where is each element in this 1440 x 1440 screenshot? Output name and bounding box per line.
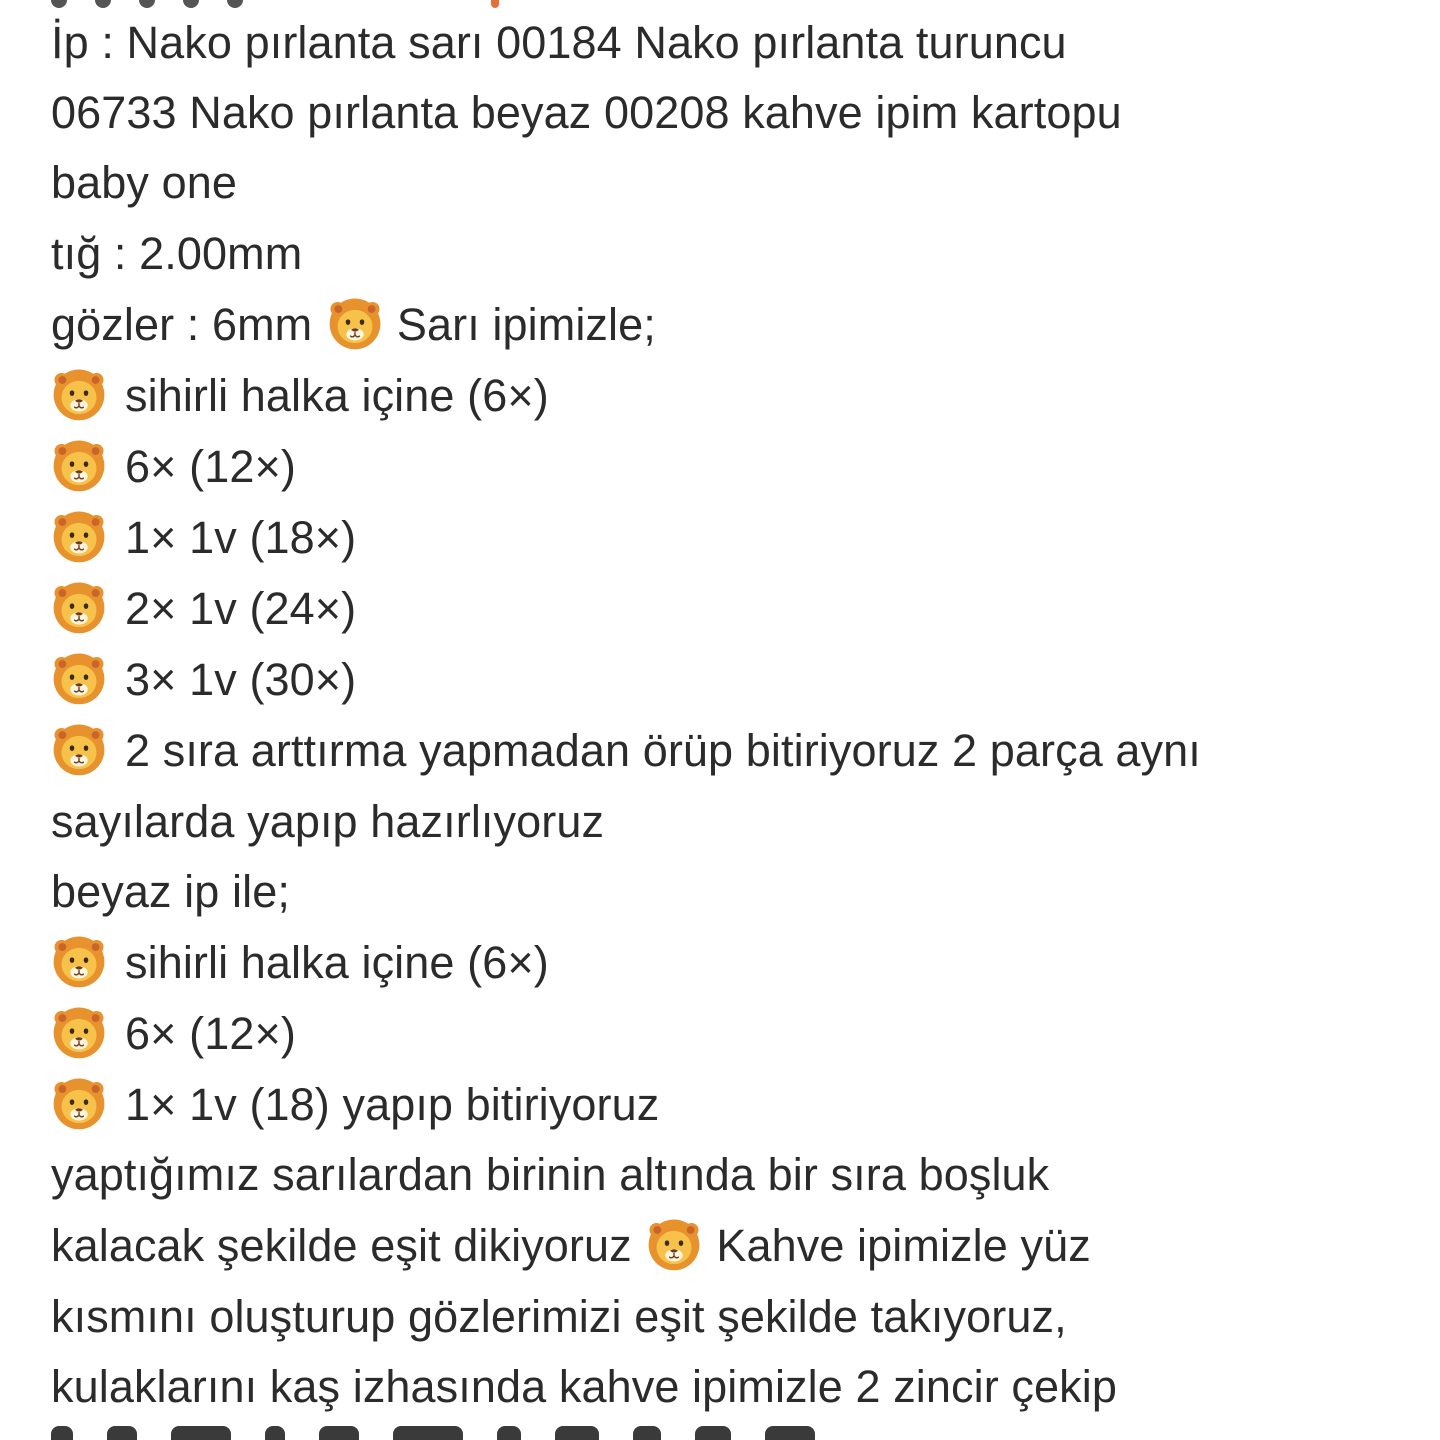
text-line xyxy=(51,8,1067,78)
line-text: 3× 1v (30×) xyxy=(125,654,357,705)
text-line xyxy=(51,1282,1067,1352)
line-text: tığ : 2.00mm xyxy=(51,228,303,279)
line-text: yaptığımız sarılardan birinin altında bir sıra boşluk xyxy=(51,1149,1050,1200)
bulleted-line xyxy=(51,645,356,715)
line-text: 2× 1v (24×) xyxy=(125,583,357,634)
lion-face-icon xyxy=(51,650,107,706)
lion-face-icon xyxy=(51,933,107,989)
line-text-after: Sarı ipimizle; xyxy=(396,299,656,350)
line-text: 6× (12×) xyxy=(125,1008,296,1059)
line-text: kısmını oluşturup gözlerimizi eşit şekilde takıyoruz, xyxy=(51,1291,1067,1342)
lion-face-icon xyxy=(51,1075,107,1131)
bulleted-line xyxy=(51,432,296,502)
line-text: sayılarda yapıp hazırlıyoruz xyxy=(51,796,605,847)
text-line xyxy=(51,1211,1091,1281)
bulleted-line xyxy=(51,1070,659,1140)
line-text-after: Kahve ipimizle yüz xyxy=(716,1220,1091,1271)
text-line xyxy=(51,148,237,218)
line-text: 06733 Nako pırlanta beyaz 00208 kahve ipim kartopu xyxy=(51,87,1122,138)
bulleted-line xyxy=(51,574,356,644)
clipped-next-line xyxy=(51,1426,1351,1440)
clipped-previous-line xyxy=(51,0,951,8)
bulleted-line xyxy=(51,361,549,431)
line-text: beyaz ip ile; xyxy=(51,866,290,917)
lion-face-icon xyxy=(51,721,107,777)
bulleted-line xyxy=(51,503,356,573)
lion-face-icon xyxy=(51,366,107,422)
line-text-before: kalacak şekilde eşit dikiyoruz xyxy=(51,1220,632,1271)
line-text: kulaklarını kaş izhasında kahve ipimizle 2 zincir çekip xyxy=(51,1361,1117,1412)
lion-face-icon xyxy=(327,295,383,351)
bulleted-line xyxy=(51,928,549,998)
line-text: sihirli halka içine (6×) xyxy=(125,370,549,421)
line-text-before: gözler : 6mm xyxy=(51,299,313,350)
line-text: 1× 1v (18) yapıp bitiriyoruz xyxy=(125,1079,660,1130)
text-line xyxy=(51,78,1122,148)
bulleted-line xyxy=(51,716,1201,786)
line-text: 6× (12×) xyxy=(125,441,296,492)
lion-face-icon xyxy=(51,1004,107,1060)
text-line xyxy=(51,1140,1049,1210)
text-line xyxy=(51,290,656,360)
bulleted-line xyxy=(51,999,296,1069)
lion-face-icon xyxy=(51,437,107,493)
text-line xyxy=(51,1352,1117,1422)
text-line xyxy=(51,787,604,857)
lion-face-icon xyxy=(51,508,107,564)
lion-face-icon xyxy=(646,1216,702,1272)
line-text: 1× 1v (18×) xyxy=(125,512,357,563)
text-line xyxy=(51,219,302,289)
line-text: İp : Nako pırlanta sarı 00184 Nako pırlanta turuncu xyxy=(51,17,1067,68)
line-text: 2 sıra arttırma yapmadan örüp bitiriyoruz 2 parça aynı xyxy=(125,725,1201,776)
text-line xyxy=(51,857,290,927)
lion-face-icon xyxy=(51,579,107,635)
line-text: baby one xyxy=(51,157,237,208)
line-text: sihirli halka içine (6×) xyxy=(125,937,549,988)
